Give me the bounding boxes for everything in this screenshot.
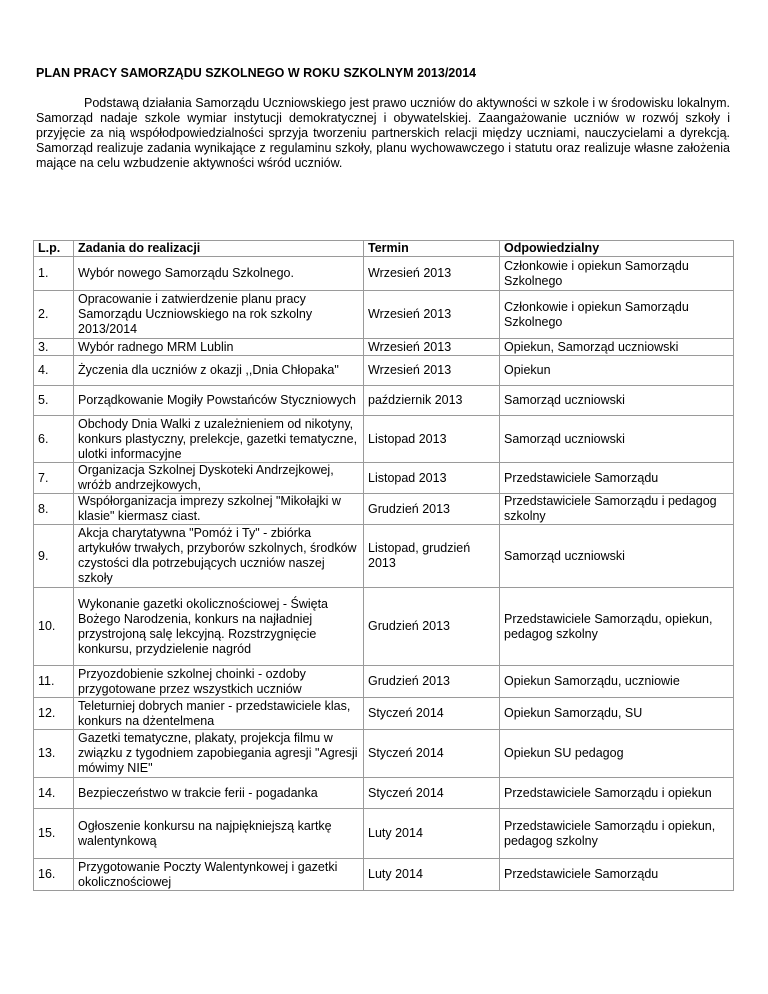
row-term: Listopad 2013 — [364, 463, 500, 494]
row-responsible: Samorząd uczniowski — [500, 416, 734, 463]
row-number: 6. — [34, 416, 74, 463]
table-row — [34, 257, 734, 291]
row-responsible: Przedstawiciele Samorządu i pedagog szkolny — [500, 494, 734, 525]
row-responsible: Samorząd uczniowski — [500, 525, 734, 588]
row-responsible: Przedstawiciele Samorządu i opiekun — [500, 778, 734, 809]
row-term: Luty 2014 — [364, 859, 500, 891]
row-term: październik 2013 — [364, 386, 500, 416]
table-row — [34, 778, 734, 809]
row-responsible: Członkowie i opiekun Samorządu Szkolnego — [500, 291, 734, 339]
row-term: Grudzień 2013 — [364, 494, 500, 525]
table-row — [34, 494, 734, 525]
row-number: 10. — [34, 588, 74, 666]
row-responsible: Przedstawiciele Samorządu — [500, 463, 734, 494]
table-row — [34, 339, 734, 356]
table-row — [34, 698, 734, 730]
row-responsible: Opiekun Samorządu, uczniowie — [500, 666, 734, 698]
row-task: Wybór nowego Samorządu Szkolnego. — [74, 257, 364, 291]
row-task: Gazetki tematyczne, plakaty, projekcja filmu w związku z tygodniem zapobiegania agresji "Agresji mówimy NIE" — [74, 730, 364, 778]
row-term: Listopad 2013 — [364, 416, 500, 463]
row-task: Porządkowanie Mogiły Powstańców Styczniowych — [74, 386, 364, 416]
row-task: Wybór radnego MRM Lublin — [74, 339, 364, 356]
table-header-row — [34, 241, 734, 257]
header-lp: L.p. — [34, 241, 74, 257]
row-responsible: Przedstawiciele Samorządu — [500, 859, 734, 891]
row-number: 11. — [34, 666, 74, 698]
row-number: 13. — [34, 730, 74, 778]
table-row — [34, 291, 734, 339]
row-number: 9. — [34, 525, 74, 588]
table-row — [34, 525, 734, 588]
table-row — [34, 463, 734, 494]
row-term: Wrzesień 2013 — [364, 339, 500, 356]
row-term: Listopad, grudzień 2013 — [364, 525, 500, 588]
row-number: 5. — [34, 386, 74, 416]
table-body — [34, 257, 734, 891]
document-title: PLAN PRACY SAMORZĄDU SZKOLNEGO W ROKU SZKOLNYM 2013/2014 — [36, 66, 477, 80]
row-term: Grudzień 2013 — [364, 588, 500, 666]
row-task: Bezpieczeństwo w trakcie ferii - pogadanka — [74, 778, 364, 809]
row-task: Akcja charytatywna "Pomóż i Ty" - zbiórka artykułów trwałych, przyborów szkolnych, środków czystości dla potrzebujących uczniów naszej szkoły — [74, 525, 364, 588]
row-responsible: Członkowie i opiekun Samorządu Szkolnego — [500, 257, 734, 291]
intro-paragraph: Podstawą działania Samorządu Uczniowskiego jest prawo uczniów do aktywności w szkole i w środowisku lokalnym. Samorząd nadaje szkole wymiar instytucji demokratycznej i obywatelskiej. Zaangażowanie uczniów w rozwój szkoły i przyjęcie za nią współodpowiedzialności sprzyja tworzeniu partnerskich relacji między uczniami, nauczycielami a dyrekcją. Samorząd realizuje zadania wynikające z regulaminu szkoły, planu wychowawczego i statutu oraz realizuje własne założenia mające na celu wzbudzenie aktywności wśród uczniów. — [36, 96, 730, 170]
row-term: Styczeń 2014 — [364, 730, 500, 778]
header-responsible: Odpowiedzialny — [500, 241, 734, 257]
row-task: Obchody Dnia Walki z uzależnieniem od nikotyny, konkurs plastyczny, prelekcje, gazetki tematyczne, ulotki informacyjne — [74, 416, 364, 463]
row-number: 4. — [34, 356, 74, 386]
row-responsible: Opiekun SU pedagog — [500, 730, 734, 778]
row-task: Przyozdobienie szkolnej choinki - ozdoby przygotowane przez wszystkich uczniów — [74, 666, 364, 698]
row-term: Luty 2014 — [364, 809, 500, 859]
table-row — [34, 730, 734, 778]
row-number: 8. — [34, 494, 74, 525]
row-task: Przygotowanie Poczty Walentynkowej i gazetki okolicznościowej — [74, 859, 364, 891]
row-number: 12. — [34, 698, 74, 730]
table-row — [34, 666, 734, 698]
table-row — [34, 809, 734, 859]
plan-table — [33, 240, 734, 891]
table-row — [34, 588, 734, 666]
header-term: Termin — [364, 241, 500, 257]
row-responsible: Opiekun — [500, 356, 734, 386]
row-task: Organizacja Szkolnej Dyskoteki Andrzejkowej, wróżb andrzejkowych, — [74, 463, 364, 494]
header-task: Zadania do realizacji — [74, 241, 364, 257]
table-row — [34, 386, 734, 416]
table-row — [34, 859, 734, 891]
row-task: Opracowanie i zatwierdzenie planu pracy Samorządu Uczniowskiego na rok szkolny 2013/2014 — [74, 291, 364, 339]
row-responsible: Przedstawiciele Samorządu, opiekun, pedagog szkolny — [500, 588, 734, 666]
row-responsible: Opiekun Samorządu, SU — [500, 698, 734, 730]
row-term: Grudzień 2013 — [364, 666, 500, 698]
row-number: 1. — [34, 257, 74, 291]
row-number: 14. — [34, 778, 74, 809]
row-responsible: Opiekun, Samorząd uczniowski — [500, 339, 734, 356]
row-term: Wrzesień 2013 — [364, 291, 500, 339]
row-term: Styczeń 2014 — [364, 698, 500, 730]
row-number: 3. — [34, 339, 74, 356]
row-term: Wrzesień 2013 — [364, 257, 500, 291]
table-row — [34, 356, 734, 386]
row-task: Współorganizacja imprezy szkolnej "Mikołajki w klasie" kiermasz ciast. — [74, 494, 364, 525]
row-term: Styczeń 2014 — [364, 778, 500, 809]
row-term: Wrzesień 2013 — [364, 356, 500, 386]
row-task: Wykonanie gazetki okolicznościowej - Święta Bożego Narodzenia, konkurs na najładniej przystrojoną salę lekcyjną. Rozstrzygnięcie konkursu, przydzielenie nagród — [74, 588, 364, 666]
row-responsible: Samorząd uczniowski — [500, 386, 734, 416]
row-number: 7. — [34, 463, 74, 494]
table-row — [34, 416, 734, 463]
row-number: 16. — [34, 859, 74, 891]
row-task: Życzenia dla uczniów z okazji ,,Dnia Chłopaka" — [74, 356, 364, 386]
row-number: 2. — [34, 291, 74, 339]
row-responsible: Przedstawiciele Samorządu i opiekun, pedagog szkolny — [500, 809, 734, 859]
row-task: Teleturniej dobrych manier - przedstawiciele klas, konkurs na dżentelmena — [74, 698, 364, 730]
row-task: Ogłoszenie konkursu na najpiękniejszą kartkę walentynkową — [74, 809, 364, 859]
row-number: 15. — [34, 809, 74, 859]
